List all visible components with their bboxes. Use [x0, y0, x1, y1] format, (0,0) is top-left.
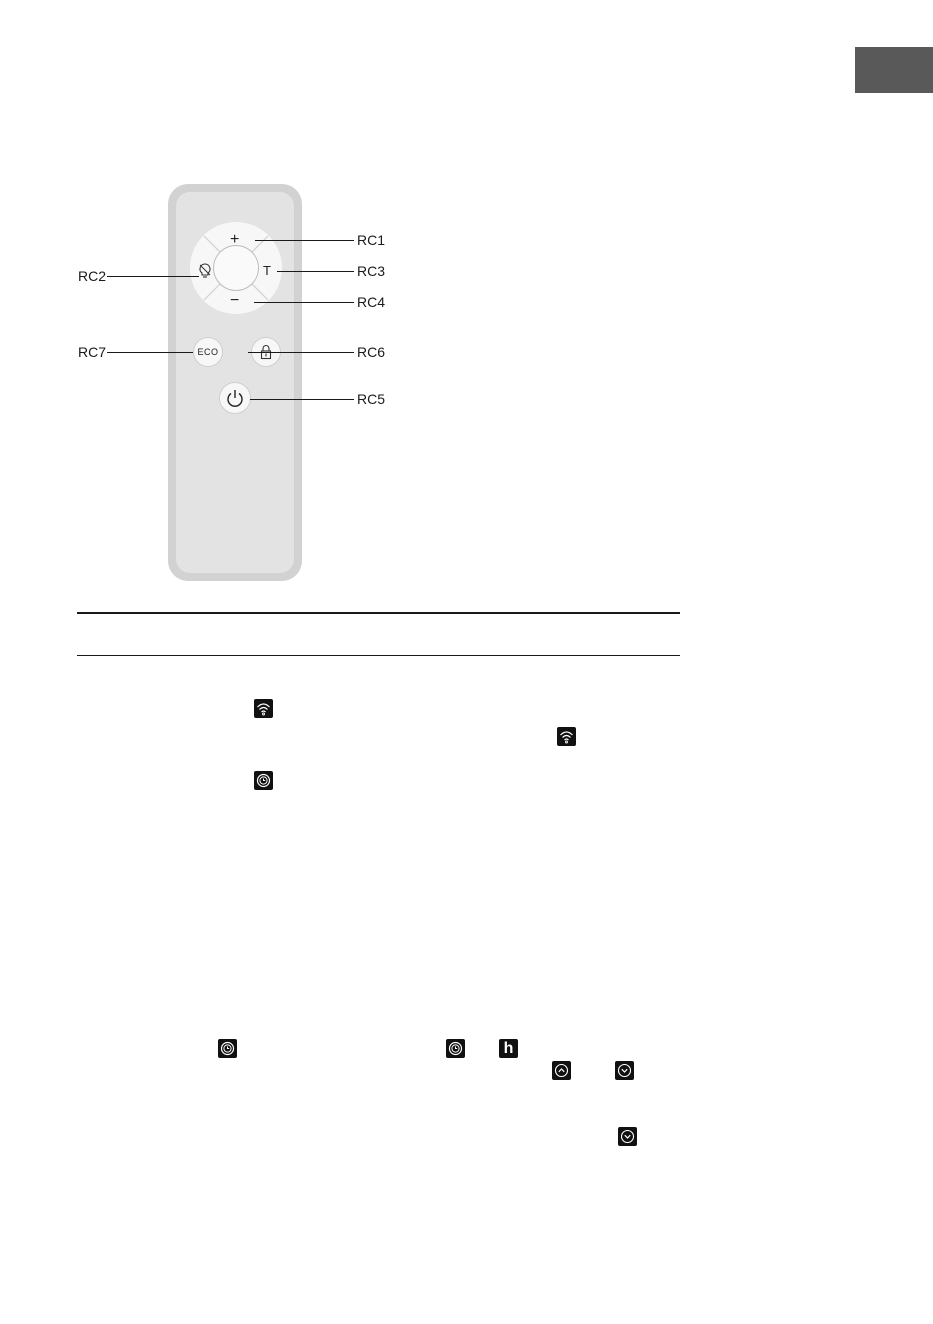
timer-icon: [446, 1039, 465, 1058]
lightbulb-icon[interactable]: [197, 262, 213, 280]
chevron-down-icon: [618, 1127, 637, 1146]
rc2-leader: [107, 276, 199, 277]
rc2-label: RC2: [78, 268, 107, 284]
rc7-leader: [107, 352, 193, 353]
rc6-leader: [248, 352, 354, 353]
rc5-leader: [250, 399, 354, 400]
chevron-up-icon: [552, 1061, 571, 1080]
timer-icon: [218, 1039, 237, 1058]
language-tab: [855, 47, 933, 93]
wifi-icon: [254, 699, 273, 718]
rc3-label: RC3: [357, 263, 386, 279]
section-rule-top: [77, 612, 680, 614]
rc5-label: RC5: [357, 391, 386, 407]
plus-button[interactable]: +: [230, 231, 240, 248]
power-icon: [225, 388, 245, 408]
rc4-leader: [254, 302, 354, 303]
rc4-label: RC4: [357, 294, 386, 310]
chevron-down-icon: [615, 1061, 634, 1080]
timer-icon: [254, 771, 273, 790]
eco-label: ECO: [197, 347, 219, 357]
minus-button[interactable]: −: [230, 292, 240, 309]
rc1-label: RC1: [357, 232, 386, 248]
eco-button[interactable]: [193, 337, 223, 367]
hour-unit-icon: [499, 1039, 518, 1058]
rc3-leader: [277, 271, 354, 272]
wifi-icon: [557, 727, 576, 746]
rc6-label: RC6: [357, 344, 386, 360]
power-button[interactable]: [219, 382, 251, 414]
t-button[interactable]: T: [263, 263, 271, 278]
rc7-label: RC7: [78, 344, 107, 360]
dpad-center-button[interactable]: [213, 245, 259, 291]
rc1-leader: [255, 240, 354, 241]
hour-unit-label: h: [503, 1039, 514, 1057]
section-rule-bottom: [77, 655, 680, 656]
